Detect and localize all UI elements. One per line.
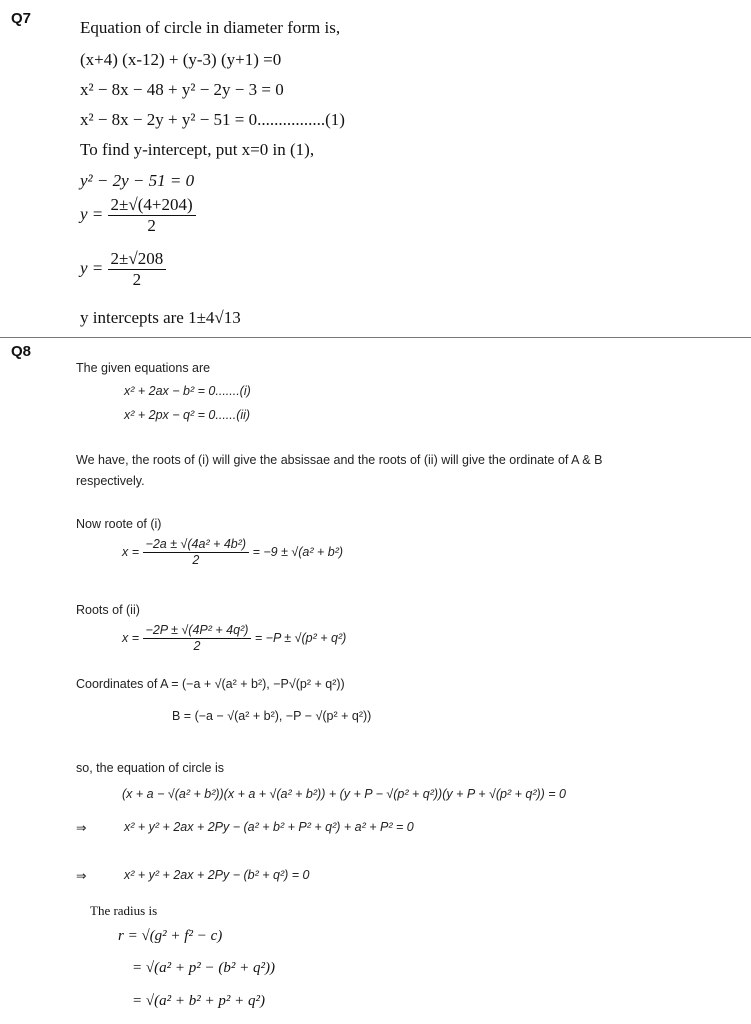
q7-frac1-lhs: y = — [80, 204, 104, 224]
q8-roots1-den: 2 — [192, 553, 200, 568]
q8-roots2-lhs: x = — [122, 630, 140, 645]
q7-frac2-lhs: y = — [80, 258, 104, 278]
q8-implies-2-sym: ⇒ — [76, 869, 87, 883]
q8-eq1: x² + 2ax − b² = 0.......(i) — [124, 384, 251, 398]
q8-intro: The given equations are — [76, 361, 211, 375]
q8-para2: respectively. — [76, 474, 145, 488]
q8-roots2 — [122, 624, 346, 653]
q7-frac2-num: 2±√208 — [108, 250, 167, 270]
q7-line-2: (x+4) (x-12) + (y-3) (y+1) =0 — [80, 50, 282, 69]
q8-roots2-rhs: = −P ± √(p² + q²) — [254, 630, 347, 645]
q8-circle-label: so, the equation of circle is — [76, 761, 224, 775]
q8-roots1-num: −2a ± √(4a² + 4b²) — [143, 538, 250, 553]
section-divider — [0, 337, 751, 338]
q7-label: Q7 — [11, 10, 32, 27]
q8-roots2-frac — [143, 624, 252, 653]
q8-radius-label: The radius is — [90, 903, 158, 918]
q8-roots2-label: Roots of (ii) — [76, 603, 140, 617]
q7-line-6: y² − 2y − 51 = 0 — [80, 171, 195, 190]
q8-roots1-rhs: = −9 ± √(a² + b²) — [252, 544, 344, 559]
q7-conclusion: y intercepts are 1±4√13 — [80, 308, 241, 327]
q8-radius-3: = √(a² + b² + p² + q²) — [132, 993, 265, 1009]
q7-frac2 — [108, 250, 167, 289]
q8-implies-1-sym: ⇒ — [76, 821, 87, 835]
q8-roots2-den: 2 — [193, 639, 201, 654]
q7-frac1 — [108, 196, 196, 235]
q8-roots1-lhs: x = — [122, 544, 140, 559]
q7-line-4: x² − 8x − 2y + y² − 51 = 0................(1) — [80, 110, 345, 129]
q8-roots2-num: −2P ± √(4P² + 4q²) — [143, 624, 252, 639]
q8-circle-eq: (x + a − √(a² + b²))(x + a + √(a² + b²)) + (y + P − √(p² + q²))(y + P + √(p² + q²)) = 0 — [122, 787, 567, 801]
q7-fraction-1 — [80, 196, 196, 235]
q7-frac1-num: 2±√(4+204) — [108, 196, 196, 216]
q8-roots1-frac — [143, 538, 250, 567]
q8-eq2: x² + 2px − q² = 0......(ii) — [124, 408, 251, 422]
q8-implies-2: x² + y² + 2ax + 2Py − (b² + q²) = 0 — [124, 868, 310, 882]
q8-roots1 — [122, 538, 343, 567]
q7-frac1-den: 2 — [147, 215, 156, 235]
q8-radius-1: r = √(g² + f² − c) — [118, 928, 223, 944]
q8-label: Q8 — [11, 343, 32, 360]
q8-radius-2: = √(a² + p² − (b² + q²)) — [132, 960, 275, 976]
q7-frac2-den: 2 — [132, 269, 142, 289]
q8-coord-b: B = (−a − √(a² + b²), −P − √(p² + q²)) — [172, 709, 372, 723]
q8-roots1-label: Now roote of (i) — [76, 517, 162, 531]
q7-line-5: To find y-intercept, put x=0 in (1), — [80, 140, 315, 159]
q7-line-3: x² − 8x − 48 + y² − 2y − 3 = 0 — [80, 80, 284, 99]
q8-para1: We have, the roots of (i) will give the absissae and the roots of (ii) will give the ordinate of A & B — [76, 453, 603, 467]
q8-coord-a: Coordinates of A = (−a + √(a² + b²), −P√(p² + q²)) — [76, 677, 345, 691]
q8-implies-1: x² + y² + 2ax + 2Py − (a² + b² + P² + q²) + a² + P² = 0 — [124, 820, 414, 834]
q7-fraction-2 — [80, 250, 166, 289]
q7-line-1: Equation of circle in diameter form is, — [80, 18, 341, 37]
